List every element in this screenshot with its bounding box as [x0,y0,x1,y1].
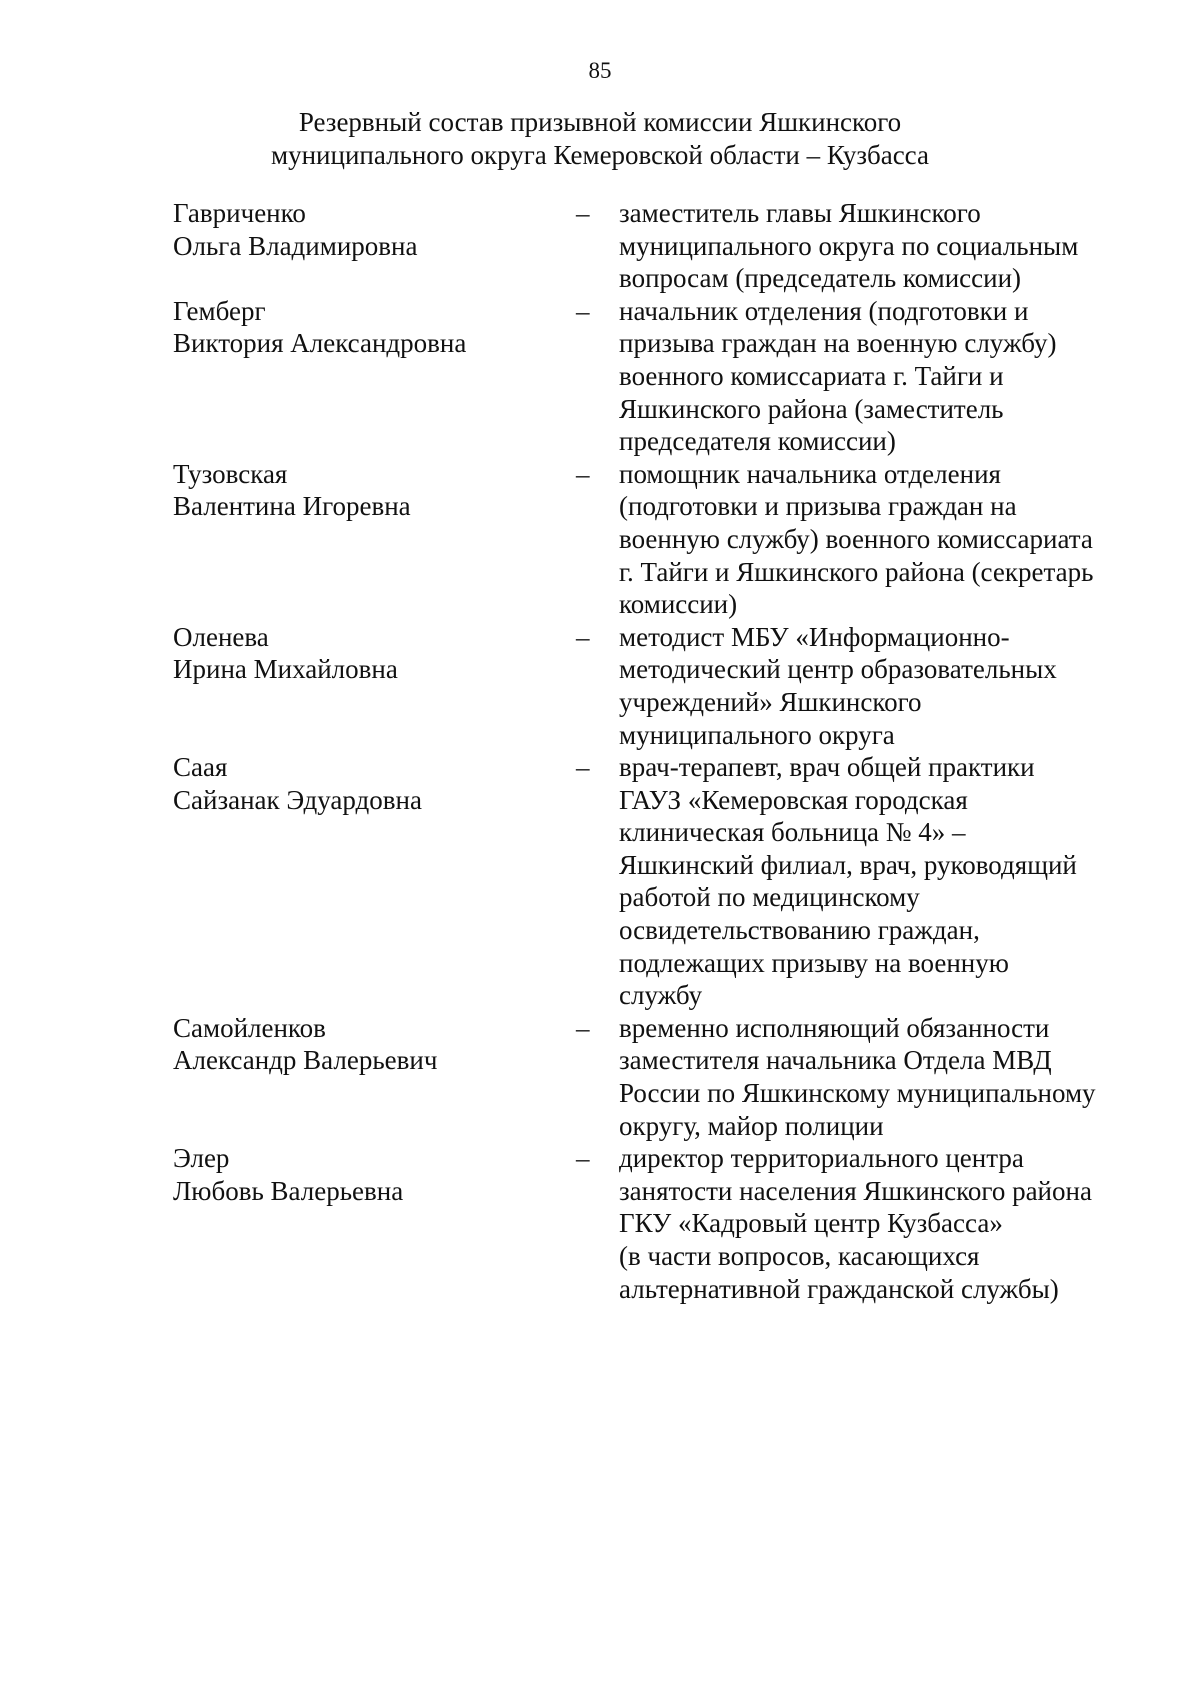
member-given-names: Любовь Валерьевна [173,1175,404,1206]
dash-separator: – [576,621,590,652]
member-entry [173,1142,1133,1305]
member-given-names: Александр Валерьевич [173,1045,438,1076]
member-role [619,458,1133,621]
role-line: заместителя начальника Отдела МВД [619,1045,1052,1076]
member-entry [173,197,1133,295]
role-line: (в части вопросов, касающихся [619,1241,980,1271]
member-surname: Гавриченко [173,198,306,228]
member-entry [173,1012,1133,1142]
role-line: методический центр образовательных [619,654,1057,685]
role-line: (подготовки и призыва граждан на [619,491,1017,522]
member-role [619,1142,1133,1305]
member-surname: Самойленков [173,1012,326,1043]
member-surname: Тузовская [173,458,288,489]
member-name [173,295,573,360]
member-name [173,751,573,816]
role-line: службу [619,980,703,1011]
role-line: председателя комиссии) [619,426,896,457]
dash-separator: – [576,198,590,228]
member-surname: Гемберг [173,295,266,326]
role-line: Яшкинского района (заместитель [619,393,1004,424]
role-line: временно исполняющий обязанности [619,1012,1050,1043]
role-line: Яшкинский филиал, врач, руководящий [619,849,1077,880]
member-role [619,1012,1133,1142]
role-line: работой по медицинскому [619,882,920,913]
member-surname: Саая [173,752,228,783]
role-line: муниципального округа [619,719,895,750]
role-line: освидетельствованию граждан, [619,915,980,946]
role-line: военного комиссариата г. Тайги и [619,360,1004,391]
role-line: клиническая больница № 4» – [619,817,966,848]
member-surname: Элер [173,1143,230,1174]
role-line: призыва граждан на военную службу) [619,328,1057,359]
member-name [173,458,573,523]
member-given-names: Сайзанак Эдуардовна [173,784,422,815]
dash-separator: – [576,1143,590,1174]
member-given-names: Ирина Михайловна [173,654,398,685]
role-line: округу, майор полиции [619,1110,884,1141]
member-list [173,197,1133,1305]
document-title [0,106,1200,172]
role-line: ГКУ «Кадровый центр Кузбасса» [619,1208,1003,1239]
member-role [619,621,1133,751]
member-given-names: Валентина Игоревна [173,491,411,522]
role-line: г. Тайги и Яшкинского района (секретарь [619,556,1094,587]
role-line: учреждений» Яшкинского [619,686,922,717]
dash-separator: – [576,295,590,326]
member-name [173,1012,573,1077]
role-line: директор территориального центра [619,1143,1024,1174]
page-number: 85 [588,58,612,83]
role-line: занятости населения Яшкинского района [619,1175,1092,1206]
title-line: муниципального округа Кемеровской области – Кузбасса [271,140,929,170]
role-line: военную службу) военного комиссариата [619,523,1093,554]
dash-separator: – [576,1012,590,1043]
member-given-names: Ольга Владимировна [173,230,418,261]
role-line: ГАУЗ «Кемеровская городская [619,784,968,815]
role-line: методист МБУ «Информационно- [619,621,1010,652]
member-entry [173,295,1133,458]
role-line: вопросам (председатель комиссии) [619,263,1022,294]
role-line: комиссии) [619,589,738,620]
role-line: начальник отделения (подготовки и [619,295,1029,326]
member-name [173,1142,573,1207]
role-line: альтернативной гражданской службы) [619,1273,1059,1304]
dash-separator: – [576,752,590,783]
member-entry [173,621,1133,751]
member-entry [173,751,1133,1012]
dash-separator: – [576,458,590,489]
member-entry [173,458,1133,621]
title-line: Резервный состав призывной комиссии Яшкинского [298,107,902,137]
member-role [619,295,1133,458]
role-line: России по Яшкинскому муниципальному [619,1078,1096,1109]
role-line: врач-терапевт, врач общей практики [619,752,1035,783]
member-surname: Оленева [173,621,269,652]
member-given-names: Виктория Александровна [173,328,467,359]
member-name [173,621,573,686]
role-line: подлежащих призыву на военную [619,947,1009,978]
role-line: муниципального округа по социальным [619,230,1079,261]
member-name [173,197,573,262]
member-role [619,751,1133,1012]
role-line: помощник начальника отделения [619,458,1001,489]
role-line: заместитель главы Яшкинского [619,198,981,228]
member-role [619,197,1133,295]
